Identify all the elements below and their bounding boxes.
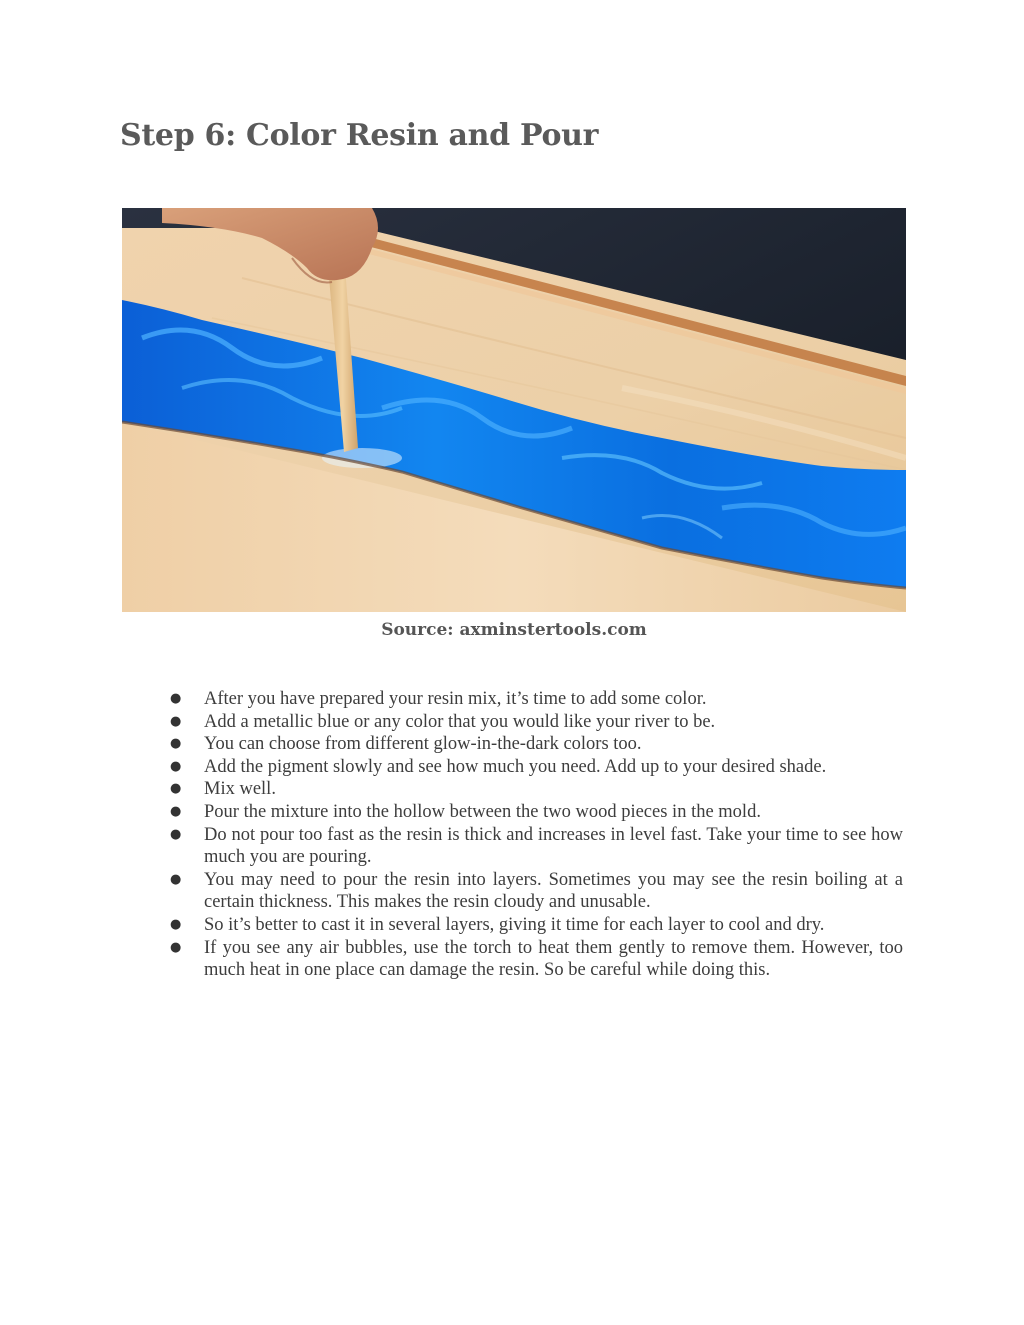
list-item-text: Add the pigment slowly and see how much you need. Add up to your desired shade. bbox=[204, 756, 827, 777]
list-item-text: Pour the mixture into the hollow between the two wood pieces in the mold. bbox=[204, 801, 761, 822]
bullet-icon: ● bbox=[170, 916, 182, 932]
bullet-icon: ● bbox=[170, 736, 182, 752]
list-item-text: If you see any air bubbles, use the torch to heat them gently to remove them. However, too much heat in one place can damage the resin. So be careful while doing this. bbox=[204, 937, 903, 981]
instruction-list bbox=[170, 688, 903, 982]
bullet-icon: ● bbox=[170, 803, 182, 819]
bullet-icon: ● bbox=[170, 871, 182, 887]
list-item bbox=[170, 756, 903, 779]
list-item-text: Add a metallic blue or any color that you would like your river to be. bbox=[204, 711, 716, 732]
list-item-text: You can choose from different glow-in-the-dark colors too. bbox=[204, 734, 642, 755]
figure-caption: Source: axminstertools.com bbox=[381, 620, 647, 640]
bullet-icon: ● bbox=[170, 758, 182, 774]
list-item bbox=[170, 711, 903, 734]
list-item bbox=[170, 869, 903, 914]
list-item-text: You may need to pour the resin into layers. Sometimes you may see the resin boiling at a certain thickness. This makes the resin cloudy and unusable. bbox=[204, 869, 903, 913]
list-item-text: Mix well. bbox=[204, 779, 276, 800]
list-item bbox=[170, 824, 903, 869]
list-item-text: Do not pour too fast as the resin is thick and increases in level fast. Take your time to see how much you are pouring. bbox=[204, 824, 903, 868]
resin-pour-photo bbox=[122, 208, 906, 612]
resin-river-illustration bbox=[122, 208, 906, 612]
bullet-icon: ● bbox=[170, 691, 182, 706]
bullet-icon: ● bbox=[170, 939, 182, 955]
page-title: Step 6: Color Resin and Pour bbox=[120, 118, 599, 153]
bullet-icon: ● bbox=[170, 713, 182, 729]
list-item bbox=[170, 937, 903, 982]
list-item-text: So it’s better to cast it in several layers, giving it time for each layer to cool and dry. bbox=[204, 914, 825, 935]
list-item bbox=[170, 778, 903, 801]
list-item bbox=[170, 801, 903, 824]
list-item bbox=[170, 914, 903, 937]
bullet-icon: ● bbox=[170, 826, 182, 842]
list-item bbox=[170, 688, 903, 711]
list-item bbox=[170, 733, 903, 756]
list-item-text: After you have prepared your resin mix, it’s time to add some color. bbox=[204, 689, 707, 709]
bullet-icon: ● bbox=[170, 781, 182, 797]
